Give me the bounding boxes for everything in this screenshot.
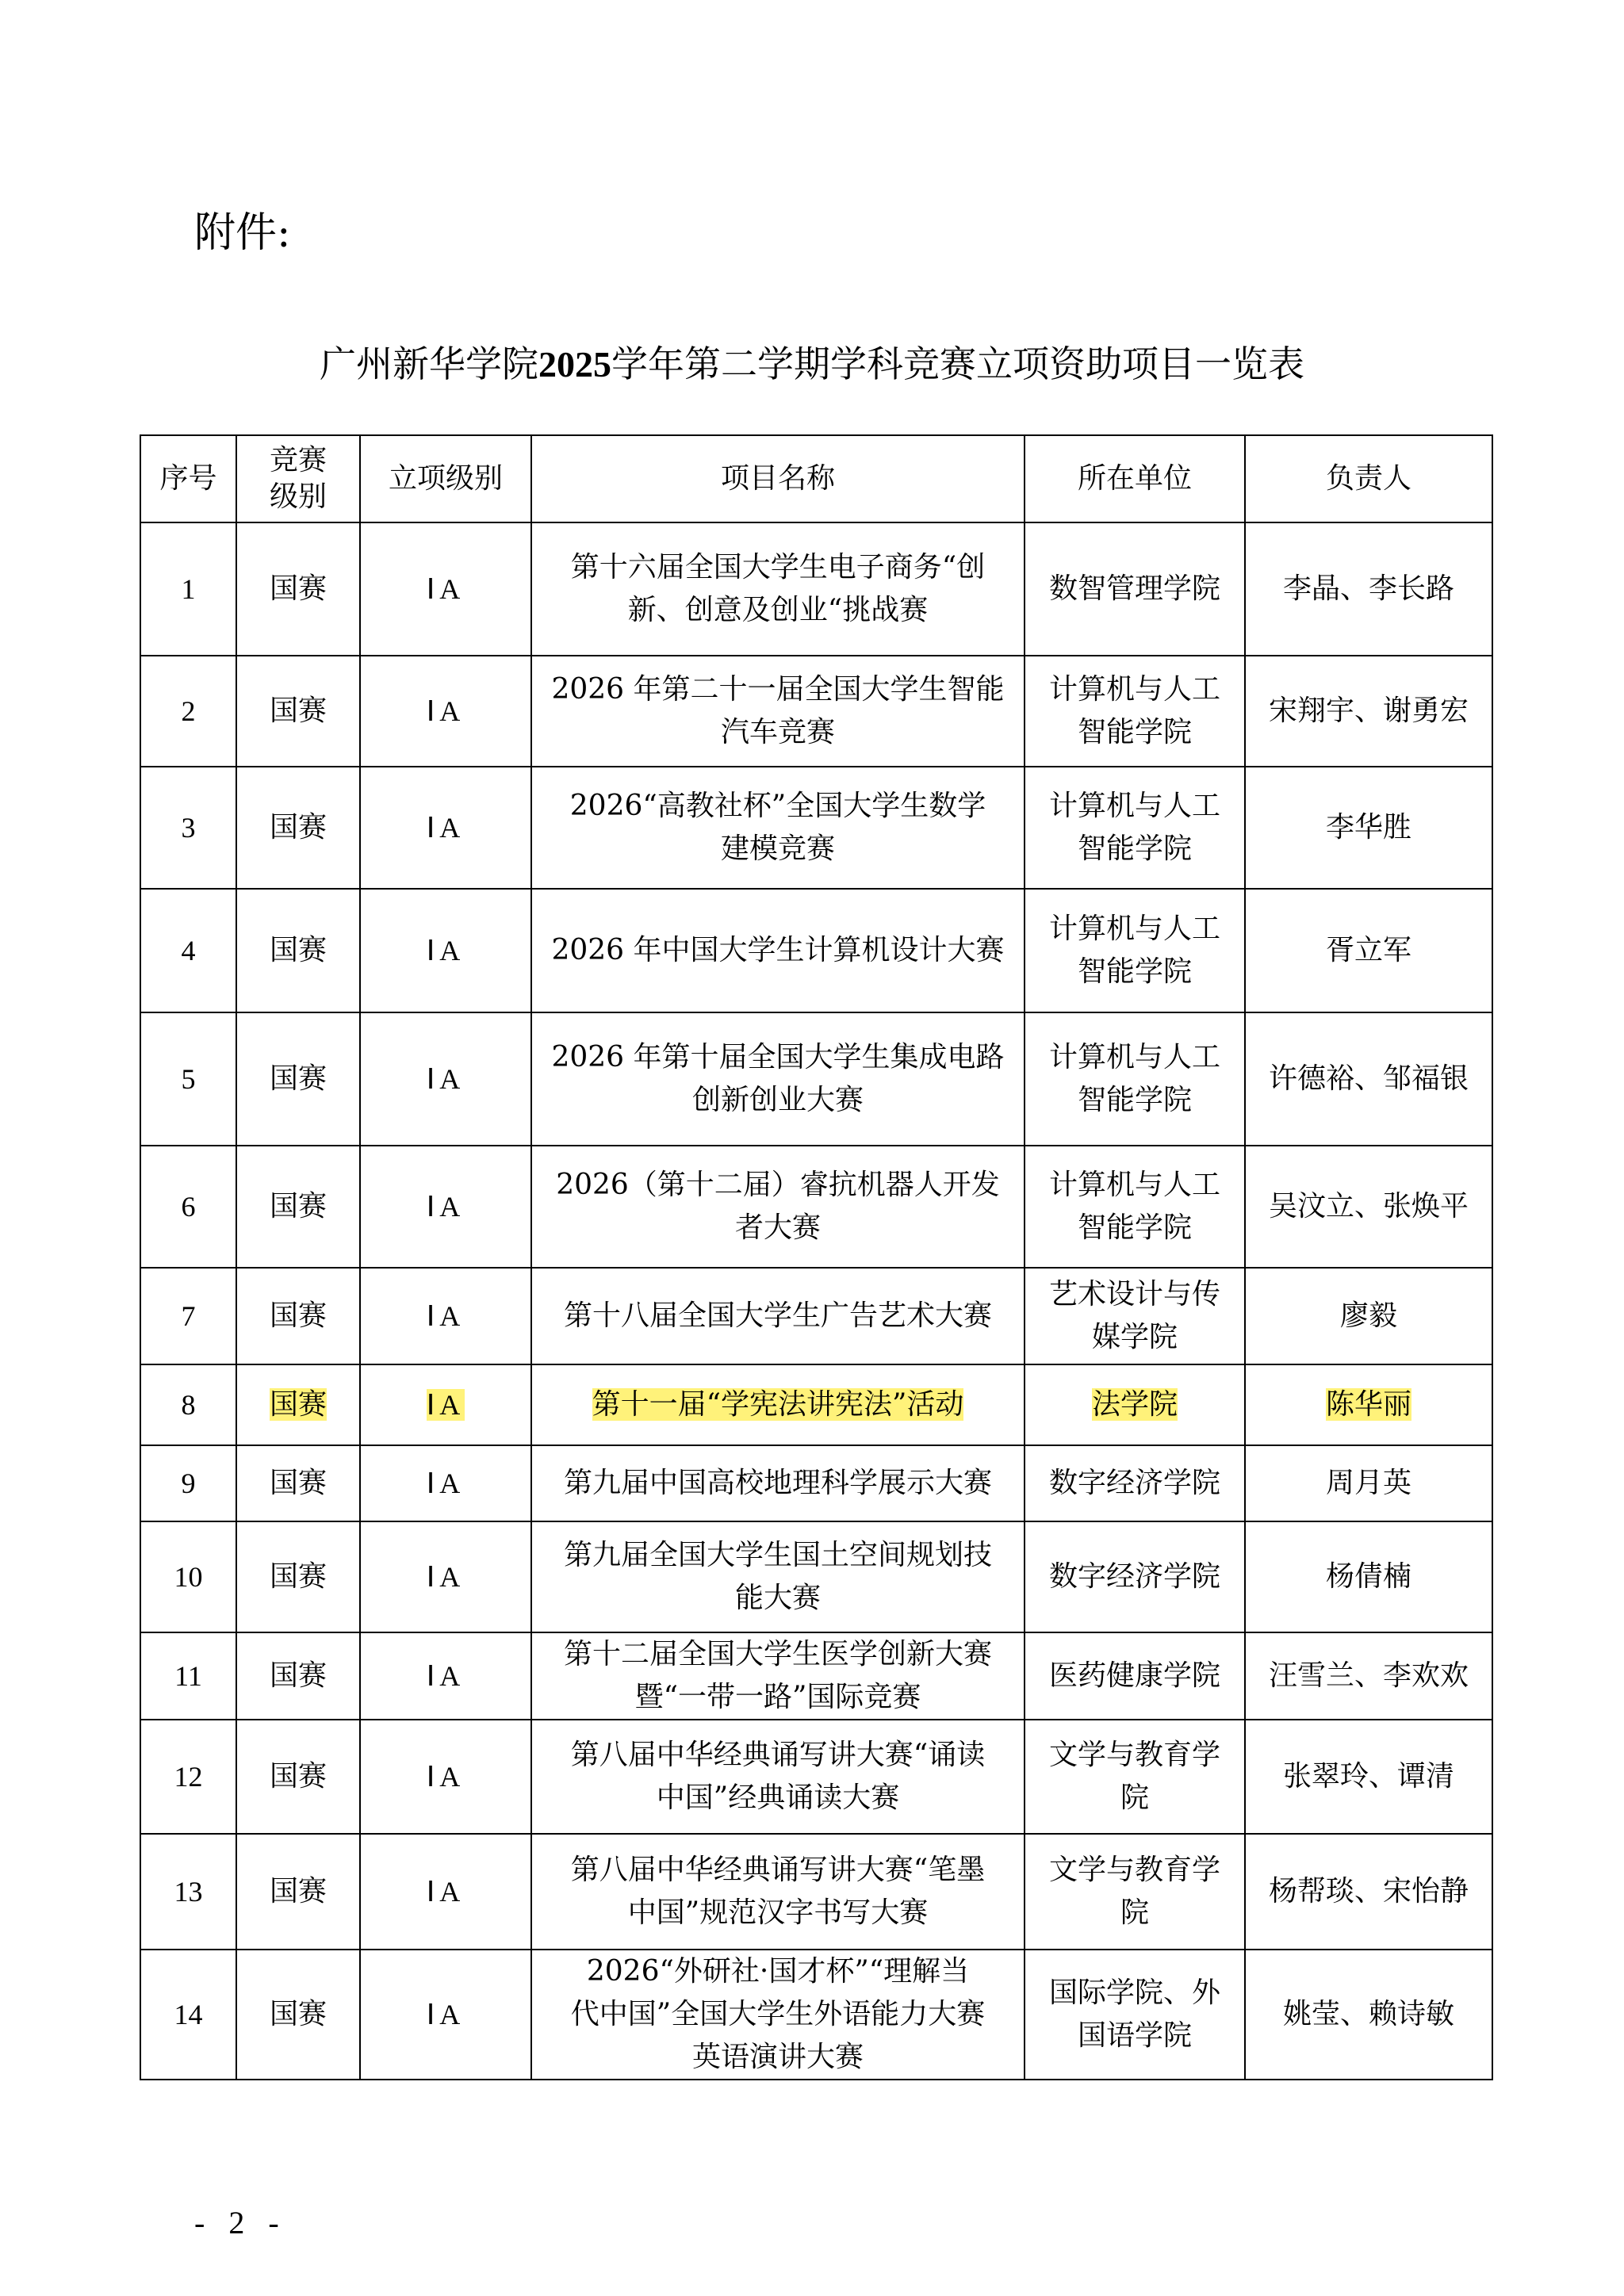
cell-project-name [531,767,1025,889]
project-name-line: 第九届中国高校地理科学展示大赛 [563,1467,992,1499]
row-number: 12 [174,1761,203,1793]
cell-grade [360,1720,531,1834]
header-level [236,435,360,522]
unit-line: 智能学院 [1077,1084,1192,1116]
cell-grade [360,1146,531,1268]
cell-level [236,1012,360,1146]
cell-level [236,1146,360,1268]
cell-grade [360,656,531,767]
cell-grade [360,1445,531,1521]
row-number: 5 [181,1063,196,1095]
project-name-line: 第十六届全国大学生电子商务“创 [570,551,986,584]
header-lead: 负责人 [1245,435,1492,522]
competition-level: 国赛 [269,811,327,844]
unit-line: 计算机与人工 [1048,790,1220,822]
unit-line: 法学院 [1091,1388,1178,1421]
cell-no [140,1720,236,1834]
project-name-line: 代中国”全国大学生外语能力大赛 [570,1998,986,2030]
table-row [140,1146,1492,1268]
competition-level: 国赛 [269,1467,327,1499]
cell-project-name [531,1834,1025,1950]
project-name-line: 2026（第十二届）睿抗机器人开发 [556,1169,1000,1201]
unit-line: 计算机与人工 [1048,913,1220,945]
cell-grade [360,522,531,656]
document-title [0,342,1624,386]
competition-level: 国赛 [269,1190,327,1223]
project-grade: ⅠA [426,573,465,605]
unit-line: 数字经济学院 [1048,1467,1220,1499]
cell-unit [1025,767,1245,889]
project-grade: ⅠA [426,1999,465,2030]
project-name-line: 第九届全国大学生国土空间规划技 [563,1539,992,1571]
project-name-line: 第八届中华经典诵写讲大赛“诵读 [570,1739,986,1771]
competition-level: 国赛 [269,1659,327,1692]
unit-line: 计算机与人工 [1048,673,1220,706]
unit-line: 智能学院 [1077,832,1192,865]
table-row [140,1364,1492,1445]
cell-project-name [531,1268,1025,1364]
cell-project-name [531,1632,1025,1720]
project-name-line: 2026 年第二十一届全国大学生智能 [551,673,1005,706]
cell-lead [1245,1720,1492,1834]
cell-unit [1025,1521,1245,1632]
cell-unit [1025,1012,1245,1146]
project-grade: ⅠA [426,1761,465,1793]
cell-unit [1025,522,1245,656]
cell-no [140,889,236,1012]
project-grade: ⅠA [426,1191,465,1223]
cell-grade [360,1364,531,1445]
cell-level [236,1720,360,1834]
title-year: 2025 [538,344,611,385]
project-grade: ⅠA [426,1300,465,1332]
project-grade: ⅠA [426,1876,465,1908]
competition-level: 国赛 [269,1760,327,1793]
competition-level: 国赛 [269,1062,327,1095]
cell-unit [1025,1834,1245,1950]
cell-no [140,1445,236,1521]
lead-person: 陈华丽 [1325,1388,1411,1421]
row-number: 8 [181,1389,196,1421]
cell-no [140,1834,236,1950]
header-name: 项目名称 [531,435,1025,522]
project-table [140,434,1493,2080]
project-name-line: 中国”规范汉字书写大赛 [627,1896,929,1929]
competition-level: 国赛 [269,1560,327,1593]
lead-person: 廖毅 [1339,1299,1397,1332]
project-name-line: 暨“一带一路”国际竞赛 [634,1681,921,1713]
cell-no [140,1012,236,1146]
lead-person: 胥立军 [1325,934,1411,966]
cell-project-name [531,1950,1025,2080]
lead-person: 周月英 [1325,1467,1411,1499]
unit-line: 院 [1120,1896,1149,1929]
cell-lead [1245,1632,1492,1720]
lead-person: 汪雪兰、李欢欢 [1268,1659,1469,1692]
cell-level [236,1834,360,1950]
table-row [140,1268,1492,1364]
project-grade: ⅠA [426,812,465,844]
cell-lead [1245,1146,1492,1268]
cell-level [236,1632,360,1720]
cell-no [140,1521,236,1632]
row-number: 4 [181,935,196,966]
cell-grade [360,1012,531,1146]
cell-no [140,767,236,889]
cell-lead [1245,767,1492,889]
cell-lead [1245,1834,1492,1950]
table-row [140,522,1492,656]
competition-level: 国赛 [269,1299,327,1332]
cell-grade [360,1521,531,1632]
cell-grade [360,1834,531,1950]
cell-lead [1245,1950,1492,2080]
cell-lead [1245,1268,1492,1364]
row-number: 14 [174,1999,203,2030]
project-grade: ⅠA [426,1660,465,1692]
unit-line: 院 [1120,1781,1149,1814]
cell-project-name [531,1521,1025,1632]
table-row [140,1445,1492,1521]
project-grade: ⅠA [426,1468,465,1499]
project-grade: ⅠA [426,695,465,727]
lead-person: 杨倩楠 [1325,1560,1411,1593]
unit-line: 智能学院 [1077,716,1192,748]
row-number: 2 [181,695,196,727]
lead-person: 杨帮琰、宋怡静 [1268,1875,1469,1908]
page-number: - 2 - [194,2205,287,2241]
cell-project-name [531,656,1025,767]
project-grade: ⅠA [426,1389,465,1421]
project-name-line: 第八届中华经典诵写讲大赛“笔墨 [570,1854,986,1886]
title-prefix: 广州新华学院 [320,342,538,385]
project-grade: ⅠA [426,1561,465,1593]
attachment-label: 附件: [194,209,291,257]
cell-level [236,656,360,767]
table-row [140,1012,1492,1146]
project-name-line: 建模竞赛 [720,832,835,865]
unit-line: 数智管理学院 [1048,572,1220,605]
project-name-line: 第十一届“学宪法讲宪法”活动 [592,1388,964,1421]
competition-level: 国赛 [269,1998,327,2030]
cell-unit [1025,1632,1245,1720]
cell-unit [1025,1950,1245,2080]
cell-no [140,656,236,767]
project-name-line: 汽车竞赛 [720,716,835,748]
table-row [140,889,1492,1012]
header-level-line2: 级别 [269,480,327,513]
competition-level: 国赛 [269,1875,327,1908]
competition-level: 国赛 [269,1388,327,1421]
cell-lead [1245,656,1492,767]
unit-line: 文学与教育学 [1048,1854,1220,1886]
cell-no [140,1146,236,1268]
cell-unit [1025,1146,1245,1268]
lead-person: 宋翔宇、谢勇宏 [1268,695,1469,727]
cell-grade [360,1950,531,2080]
cell-project-name [531,1012,1025,1146]
cell-no [140,1364,236,1445]
project-name-line: 新、创意及创业“挑战赛 [627,594,929,626]
title-suffix: 学年第二学期学科竞赛立项资助项目一览表 [611,342,1304,385]
table-row [140,1521,1492,1632]
table-row [140,767,1492,889]
unit-line: 国际学院、外 [1048,1976,1220,2009]
cell-project-name [531,1445,1025,1521]
project-name-line: 能大赛 [734,1582,821,1614]
cell-level [236,1521,360,1632]
row-number: 13 [174,1876,203,1908]
project-name-line: 2026“外研社·国才杯”“理解当 [586,1955,970,1988]
project-name-line: 2026“高教社杯”全国大学生数学 [569,790,986,822]
cell-lead [1245,1521,1492,1632]
row-number: 6 [181,1191,196,1223]
project-name-line: 英语演讲大赛 [691,2041,864,2073]
project-name-line: 第十八届全国大学生广告艺术大赛 [563,1299,992,1332]
header-grade: 立项级别 [360,435,531,522]
lead-person: 吴汶立、张焕平 [1268,1190,1469,1223]
cell-grade [360,1632,531,1720]
lead-person: 李晶、李长路 [1282,572,1454,605]
unit-line: 数字经济学院 [1048,1560,1220,1593]
unit-line: 文学与教育学 [1048,1739,1220,1771]
cell-level [236,1268,360,1364]
lead-person: 李华胜 [1325,811,1411,844]
cell-grade [360,767,531,889]
unit-line: 智能学院 [1077,955,1192,988]
lead-person: 许德裕、邹福银 [1268,1062,1469,1095]
lead-person: 张翠玲、谭清 [1282,1760,1454,1793]
competition-level: 国赛 [269,934,327,966]
row-number: 11 [174,1660,202,1692]
project-name-line: 中国”经典诵读大赛 [656,1781,900,1814]
cell-level [236,1364,360,1445]
cell-project-name [531,522,1025,656]
cell-no [140,1950,236,2080]
cell-level [236,1950,360,2080]
unit-line: 计算机与人工 [1048,1041,1220,1073]
unit-line: 艺术设计与传 [1048,1278,1220,1311]
cell-no [140,1632,236,1720]
row-number: 3 [181,812,196,844]
row-number: 10 [174,1561,203,1593]
cell-level [236,767,360,889]
cell-grade [360,889,531,1012]
header-no: 序号 [140,435,236,522]
cell-unit [1025,656,1245,767]
table-row [140,1632,1492,1720]
project-name-line: 第十二届全国大学生医学创新大赛 [563,1638,992,1670]
project-name-line: 者大赛 [734,1211,821,1244]
unit-line: 医药健康学院 [1048,1659,1220,1692]
cell-no [140,522,236,656]
table-header-row [140,435,1492,522]
unit-line: 国语学院 [1077,2019,1192,2052]
cell-lead [1245,522,1492,656]
cell-level [236,889,360,1012]
table-row [140,1950,1492,2080]
cell-project-name [531,1364,1025,1445]
cell-grade [360,1268,531,1364]
header-unit: 所在单位 [1025,435,1245,522]
project-grade: ⅠA [426,935,465,966]
table-row [140,1720,1492,1834]
project-name-line: 2026 年中国大学生计算机设计大赛 [551,934,1005,966]
cell-level [236,522,360,656]
cell-unit [1025,1364,1245,1445]
cell-no [140,1268,236,1364]
project-grade: ⅠA [426,1063,465,1095]
table-row [140,656,1492,767]
cell-lead [1245,889,1492,1012]
lead-person: 姚莹、赖诗敏 [1282,1998,1454,2030]
cell-lead [1245,1445,1492,1521]
table-row [140,1834,1492,1950]
cell-level [236,1445,360,1521]
row-number: 7 [181,1300,196,1332]
cell-unit [1025,1720,1245,1834]
cell-project-name [531,1720,1025,1834]
row-number: 1 [181,573,196,605]
cell-project-name [531,889,1025,1012]
cell-lead [1245,1364,1492,1445]
header-level-line1: 竞赛 [269,444,327,476]
project-name-line: 创新创业大赛 [691,1084,864,1116]
competition-level: 国赛 [269,695,327,727]
cell-lead [1245,1012,1492,1146]
unit-line: 计算机与人工 [1048,1169,1220,1201]
unit-line: 媒学院 [1091,1321,1178,1353]
project-name-line: 2026 年第十届全国大学生集成电路 [551,1041,1005,1073]
cell-unit [1025,889,1245,1012]
row-number: 9 [181,1468,196,1499]
cell-project-name [531,1146,1025,1268]
cell-unit [1025,1445,1245,1521]
cell-unit [1025,1268,1245,1364]
competition-level: 国赛 [269,572,327,605]
unit-line: 智能学院 [1077,1211,1192,1244]
